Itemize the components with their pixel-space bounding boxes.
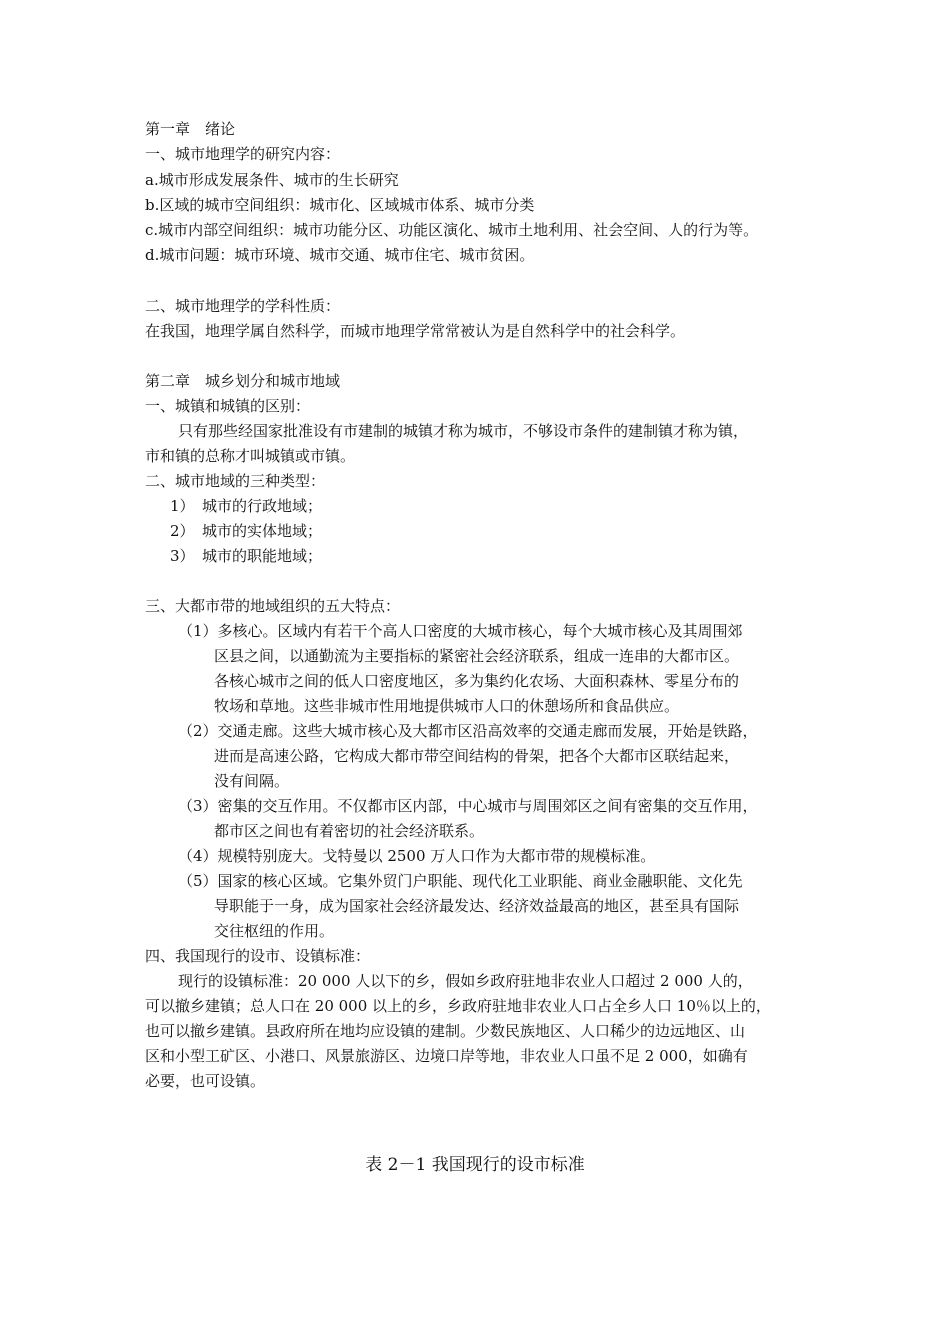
list-item: 3） 城市的职能地域； (170, 547, 323, 565)
ch1-item-d: d.城市问题：城市环境、城市交通、城市住宅、城市贫困。 (145, 246, 535, 264)
ch2-section-4-line: 必要，也可设镇。 (145, 1072, 266, 1090)
ch2-section-4-line: 区和小型工矿区、小港口、风景旅游区、边境口岸等地，非农业人口虽不足 2 000，如确有 (145, 1047, 748, 1065)
feature-1-line: （1）多核心。区域内有若干个高人口密度的大城市核心，每个大城市核心及其周围郊 (178, 622, 743, 640)
chapter-1-title: 第一章 绪论 (145, 120, 236, 138)
ch2-section-1-line-1: 只有那些经国家批准设有市建制的城镇才称为城市，不够设市条件的建制镇才称为镇， (178, 422, 749, 440)
feature-5-line: 导职能于一身，成为国家社会经济最发达、经济效益最高的地区，甚至具有国际 (214, 897, 740, 915)
feature-2-line: 没有间隔。 (214, 772, 290, 790)
chapter-2-title: 第二章 城乡划分和城市地域 (145, 372, 341, 390)
ch2-section-4-line: 可以撤乡建镇；总人口在 20 000 以上的乡，乡政府驻地非农业人口占全乡人口 10％以上的， (145, 997, 771, 1015)
feature-4-line: （4）规模特别庞大。戈特曼以 2500 万人口作为大都市带的规模标准。 (178, 847, 656, 865)
table-caption: 表 2－1 我国现行的设市标准 (365, 1155, 585, 1175)
list-item: 1） 城市的行政地域； (170, 497, 323, 515)
ch2-section-1-line-2: 市和镇的总称才叫城镇或市镇。 (145, 447, 356, 465)
feature-5-line: （5）国家的核心区域。它集外贸门户职能、现代化工业职能、商业金融职能、文化先 (178, 872, 743, 890)
ch1-item-c: c.城市内部空间组织：城市功能分区、功能区演化、城市土地利用、社会空间、人的行为等。 (145, 221, 759, 239)
ch2-section-1-heading: 一、城镇和城镇的区别： (145, 397, 311, 415)
ch1-section-2-text: 在我国，地理学属自然科学，而城市地理学常常被认为是自然科学中的社会科学。 (145, 322, 686, 340)
feature-1-line: 牧场和草地。这些非城市性用地提供城市人口的休憩场所和食品供应。 (214, 697, 680, 715)
ch2-section-4-line: 也可以撤乡建镇。县政府所在地均应设镇的建制。少数民族地区、人口稀少的边远地区、山 (145, 1022, 746, 1040)
list-item: 2） 城市的实体地域； (170, 522, 323, 540)
ch1-section-2-heading: 二、城市地理学的学科性质： (145, 297, 341, 315)
ch2-section-3-heading: 三、大都市带的地域组织的五大特点： (145, 597, 401, 615)
feature-2-line: （2）交通走廊。这些大城市核心及大都市区沿高效率的交通走廊而发展，开始是铁路， (178, 722, 758, 740)
feature-3-line: （3）密集的交互作用。不仅都市区内部，中心城市与周围郊区之间有密集的交互作用， (178, 797, 758, 815)
feature-5-line: 交往枢纽的作用。 (214, 922, 335, 940)
ch2-section-2-heading: 二、城市地域的三种类型： (145, 472, 326, 490)
ch2-section-4-line: 现行的设镇标准：20 000 人以下的乡，假如乡政府驻地非农业人口超过 2 000 人的， (178, 972, 753, 990)
feature-3-line: 都市区之间也有着密切的社会经济联系。 (214, 822, 485, 840)
feature-1-line: 区县之间，以通勤流为主要指标的紧密社会经济联系，组成一连串的大都市区。 (214, 647, 740, 665)
ch2-section-4-heading: 四、我国现行的设市、设镇标准： (145, 947, 371, 965)
feature-2-line: 进而是高速公路，它构成大都市带空间结构的骨架，把各个大都市区联结起来， (214, 747, 740, 765)
ch1-item-b: b.区域的城市空间组织：城市化、区域城市体系、城市分类 (145, 196, 535, 214)
feature-1-line: 各核心城市之间的低人口密度地区，多为集约化农场、大面积森林、零星分布的 (214, 672, 740, 690)
ch1-section-1-heading: 一、城市地理学的研究内容： (145, 145, 341, 163)
ch1-item-a: a.城市形成发展条件、城市的生长研究 (145, 171, 399, 189)
